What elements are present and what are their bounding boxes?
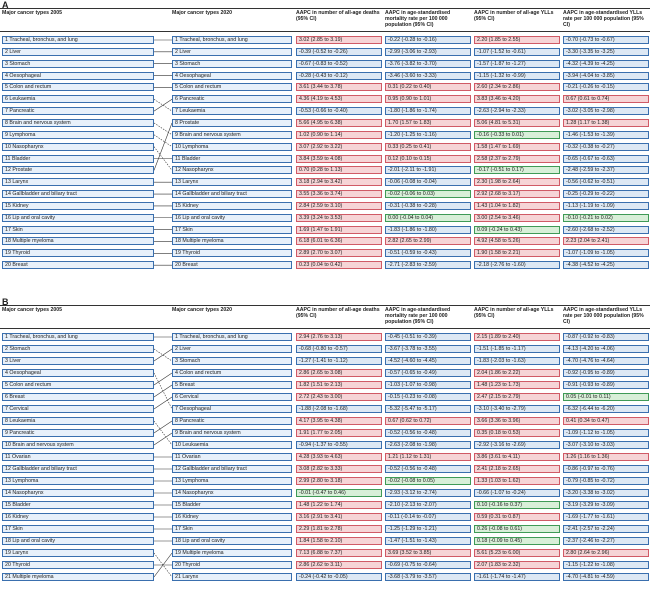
aapc-value-cell: 1.48 (1.22 to 1.74) bbox=[296, 501, 382, 509]
aapc-value-cell: -0.45 (-0.51 to -0.39) bbox=[385, 333, 471, 341]
header-mortality-rate: AAPC in age-standardised mortality rate per 100 000 population (95% CI) bbox=[385, 307, 451, 326]
cancer-2020-row: 14 Nasopharynx bbox=[172, 489, 292, 497]
aapc-value-cell: -0.39 (-0.52 to -0.26) bbox=[296, 48, 382, 56]
cancer-2020-row: 1 Tracheal, bronchus, and lung bbox=[172, 333, 292, 341]
aapc-value-cell: 3.00 (2.54 to 3.46) bbox=[474, 214, 560, 222]
aapc-value-cell: 4.17 (3.95 to 4.38) bbox=[296, 417, 382, 425]
aapc-value-cell: -2.63 (-2.08 to -1.98) bbox=[385, 441, 471, 449]
aapc-value-cell: 2.29 (1.81 to 2.78) bbox=[296, 525, 382, 533]
aapc-value-cell: -0.67 (-0.83 to -0.52) bbox=[296, 60, 382, 68]
aapc-value-cell: 0.67 (0.62 to 0.72) bbox=[385, 417, 471, 425]
cancer-2005-row: 3 Stomach bbox=[2, 60, 154, 68]
cancer-2020-row: 11 Ovarian bbox=[172, 453, 292, 461]
cancer-2005-row: 11 Bladder bbox=[2, 155, 154, 163]
aapc-value-cell: 2.82 (2.65 to 2.99) bbox=[385, 237, 471, 245]
aapc-value-cell: -0.02 (-0.08 to 0.05) bbox=[385, 477, 471, 485]
aapc-value-cell: 2.04 (1.86 to 2.22) bbox=[474, 369, 560, 377]
cancer-2005-row: 5 Colon and rectum bbox=[2, 381, 154, 389]
rank-connector-line bbox=[154, 433, 172, 445]
aapc-value-cell: 3.39 (3.24 to 3.53) bbox=[296, 214, 382, 222]
aapc-value-cell: 2.86 (2.62 to 3.11) bbox=[296, 561, 382, 569]
aapc-value-cell: -0.70 (-0.73 to -0.67) bbox=[563, 36, 649, 44]
cancer-2005-row: 7 Cervical bbox=[2, 405, 154, 413]
cancer-2020-row: 4 Oesophageal bbox=[172, 72, 292, 80]
cancer-2005-row: 7 Pancreatic bbox=[2, 107, 154, 115]
header-ylls: AAPC in number of all-age YLLs (95% CI) bbox=[474, 307, 554, 320]
cancer-2005-row: 9 Lymphoma bbox=[2, 131, 154, 139]
cancer-2005-row: 10 Brain and nervous system bbox=[2, 441, 154, 449]
aapc-value-cell: 3.86 (3.61 to 4.11) bbox=[474, 453, 560, 461]
aapc-value-cell: -1.88 (-2.08 to -1.68) bbox=[296, 405, 382, 413]
aapc-value-cell: -1.57 (-1.87 to -1.27) bbox=[474, 60, 560, 68]
aapc-value-cell: -1.25 (-1.29 to -1.21) bbox=[385, 525, 471, 533]
aapc-value-cell: 3.84 (3.59 to 4.08) bbox=[296, 155, 382, 163]
aapc-value-cell: 1.69 (1.47 to 1.91) bbox=[296, 226, 382, 234]
cancer-2020-row: 6 Cervical bbox=[172, 393, 292, 401]
aapc-value-cell: 0.12 (0.10 to 0.15) bbox=[385, 155, 471, 163]
aapc-value-cell: -1.83 (-2.03 to -1.63) bbox=[474, 357, 560, 365]
cancer-2020-row: 20 Breast bbox=[172, 261, 292, 269]
cancer-2020-row: 2 Liver bbox=[172, 48, 292, 56]
aapc-value-cell: -1.80 (-1.86 to -1.74) bbox=[385, 107, 471, 115]
aapc-value-cell: 1.90 (1.58 to 2.21) bbox=[474, 249, 560, 257]
aapc-value-cell: -0.10 (-0.21 to 0.02) bbox=[563, 214, 649, 222]
aapc-value-cell: -0.16 (-0.33 to 0.01) bbox=[474, 131, 560, 139]
cancer-2020-row: 14 Gallbladder and biliary tract bbox=[172, 190, 292, 198]
aapc-value-cell: 0.33 (0.25 to 0.41) bbox=[385, 143, 471, 151]
aapc-value-cell: -1.27 (-1.41 to -1.12) bbox=[296, 357, 382, 365]
cancer-2020-row: 3 Stomach bbox=[172, 357, 292, 365]
aapc-value-cell: -1.46 (-1.53 to -1.39) bbox=[563, 131, 649, 139]
cancer-2005-row: 16 Lip and oral cavity bbox=[2, 214, 154, 222]
cancer-2020-row: 8 Pancreatic bbox=[172, 417, 292, 425]
aapc-value-cell: -1.20 (-1.25 to -1.16) bbox=[385, 131, 471, 139]
aapc-value-cell: -0.25 (-0.29 to -0.22) bbox=[563, 190, 649, 198]
aapc-value-cell: 0.18 (-0.09 to 0.45) bbox=[474, 537, 560, 545]
aapc-value-cell: -3.07 (-3.10 to -3.03) bbox=[563, 441, 649, 449]
panel-label: A bbox=[2, 0, 9, 10]
rank-connector-line bbox=[154, 421, 172, 433]
panel-label: B bbox=[2, 297, 9, 307]
aapc-value-cell: -0.57 (-0.65 to -0.49) bbox=[385, 369, 471, 377]
aapc-value-cell: -0.91 (-0.93 to -0.89) bbox=[563, 381, 649, 389]
cancer-2005-row: 6 Breast bbox=[2, 393, 154, 401]
aapc-value-cell: -1.15 (-1.32 to -0.99) bbox=[474, 72, 560, 80]
aapc-value-cell: -2.48 (-2.59 to -2.37) bbox=[563, 166, 649, 174]
aapc-value-cell: 2.15 (1.89 to 2.40) bbox=[474, 333, 560, 341]
aapc-value-cell: 0.00 (-0.04 to 0.04) bbox=[385, 214, 471, 222]
header-2005: Major cancer types 2005 bbox=[2, 10, 62, 16]
aapc-value-cell: 4.28 (3.93 to 4.63) bbox=[296, 453, 382, 461]
cancer-2020-row: 19 Multiple myeloma bbox=[172, 549, 292, 557]
cancer-2005-row: 1 Tracheal, bronchus, and lung bbox=[2, 36, 154, 44]
cancer-2020-row: 16 Lip and oral cavity bbox=[172, 214, 292, 222]
aapc-value-cell: 2.20 (1.85 to 2.55) bbox=[474, 36, 560, 44]
cancer-2005-row: 19 Larynx bbox=[2, 549, 154, 557]
aapc-value-cell: 5.61 (5.23 to 6.00) bbox=[474, 549, 560, 557]
aapc-value-cell: -0.21 (-0.26 to -0.15) bbox=[563, 83, 649, 91]
aapc-value-cell: 1.58 (1.47 to 1.69) bbox=[474, 143, 560, 151]
aapc-value-cell: 3.07 (2.92 to 3.22) bbox=[296, 143, 382, 151]
cancer-2020-row: 6 Pancreatic bbox=[172, 95, 292, 103]
cancer-2020-row: 3 Stomach bbox=[172, 60, 292, 68]
aapc-value-cell: -0.87 (-0.92 to -0.83) bbox=[563, 333, 649, 341]
cancer-2005-row: 2 Stomach bbox=[2, 345, 154, 353]
aapc-value-cell: 2.99 (2.80 to 3.18) bbox=[296, 477, 382, 485]
aapc-value-cell: 4.92 (4.58 to 5.26) bbox=[474, 237, 560, 245]
aapc-value-cell: 1.91 (1.77 to 2.05) bbox=[296, 429, 382, 437]
aapc-value-cell: 3.66 (3.36 to 3.96) bbox=[474, 417, 560, 425]
aapc-value-cell: -0.17 (-0.51 to 0.17) bbox=[474, 166, 560, 174]
cancer-2020-row: 13 Larynx bbox=[172, 178, 292, 186]
aapc-value-cell: 0.31 (0.22 to 0.40) bbox=[385, 83, 471, 91]
cancer-2020-row: 15 Bladder bbox=[172, 501, 292, 509]
aapc-value-cell: -0.31 (-0.38 to -0.28) bbox=[385, 202, 471, 210]
aapc-value-cell: 2.86 (2.65 to 3.08) bbox=[296, 369, 382, 377]
aapc-value-cell: 7.13 (6.88 to 7.37) bbox=[296, 549, 382, 557]
aapc-value-cell: -0.11 (-0.14 to -0.07) bbox=[385, 513, 471, 521]
cancer-2020-row: 5 Breast bbox=[172, 381, 292, 389]
cancer-2020-row: 16 Kidney bbox=[172, 513, 292, 521]
cancer-2005-row: 5 Colon and rectum bbox=[2, 83, 154, 91]
aapc-value-cell: -1.69 (-1.77 to -1.61) bbox=[563, 513, 649, 521]
aapc-value-cell: -1.07 (-1.52 to -0.61) bbox=[474, 48, 560, 56]
aapc-value-cell: -0.65 (-0.67 to -0.63) bbox=[563, 155, 649, 163]
cancer-2020-row: 7 Oesophageal bbox=[172, 405, 292, 413]
cancer-2005-row: 11 Ovarian bbox=[2, 453, 154, 461]
cancer-2005-row: 18 Lip and oral cavity bbox=[2, 537, 154, 545]
aapc-value-cell: 0.05 (-0.01 to 0.11) bbox=[563, 393, 649, 401]
aapc-value-cell: -0.22 (-0.28 to -0.16) bbox=[385, 36, 471, 44]
aapc-value-cell: -4.70 (-4.81 to -4.59) bbox=[563, 573, 649, 581]
aapc-value-cell: 3.02 (2.85 to 3.19) bbox=[296, 36, 382, 44]
aapc-value-cell: -2.63 (-2.94 to -2.33) bbox=[474, 107, 560, 115]
aapc-value-cell: 3.16 (2.91 to 3.41) bbox=[296, 513, 382, 521]
aapc-value-cell: 1.70 (1.57 to 1.83) bbox=[385, 119, 471, 127]
aapc-value-cell: -2.93 (-3.12 to -2.74) bbox=[385, 489, 471, 497]
cancer-2020-row: 12 Nasopharynx bbox=[172, 166, 292, 174]
aapc-value-cell: 0.70 (0.28 to 1.13) bbox=[296, 166, 382, 174]
cancer-2005-row: 13 Lymphoma bbox=[2, 477, 154, 485]
header-2020: Major cancer types 2020 bbox=[172, 307, 232, 313]
cancer-2005-row: 4 Oesophageal bbox=[2, 72, 154, 80]
cancer-2005-row: 14 Nasopharynx bbox=[2, 489, 154, 497]
aapc-value-cell: 2.84 (2.59 to 3.10) bbox=[296, 202, 382, 210]
aapc-value-cell: 2.58 (2.37 to 2.79) bbox=[474, 155, 560, 163]
cancer-2005-row: 10 Nasopharynx bbox=[2, 143, 154, 151]
aapc-value-cell: 2.94 (2.76 to 3.13) bbox=[296, 333, 382, 341]
aapc-value-cell: -3.02 (-3.05 to -2.98) bbox=[563, 107, 649, 115]
header-ylls-rate: AAPC in age-standardised YLLs rate per 100 000 population (95% CI) bbox=[563, 307, 644, 326]
cancer-2005-row: 20 Thyroid bbox=[2, 561, 154, 569]
aapc-value-cell: -2.18 (-2.76 to -1.60) bbox=[474, 261, 560, 269]
aapc-value-cell: -0.01 (-0.47 to 0.46) bbox=[296, 489, 382, 497]
rank-connector-line bbox=[154, 385, 172, 397]
aapc-value-cell: 0.09 (-0.24 to 0.43) bbox=[474, 226, 560, 234]
cancer-2020-row: 8 Prostate bbox=[172, 119, 292, 127]
cancer-2020-row: 20 Thyroid bbox=[172, 561, 292, 569]
aapc-value-cell: 5.66 (4.95 to 6.38) bbox=[296, 119, 382, 127]
header-ylls-rate: AAPC in age-standardised YLLs rate per 100 000 population (95% CI) bbox=[563, 10, 644, 29]
cancer-2020-row: 17 Skin bbox=[172, 525, 292, 533]
cancer-2005-row: 18 Multiple myeloma bbox=[2, 237, 154, 245]
aapc-value-cell: -0.51 (-0.59 to -0.43) bbox=[385, 249, 471, 257]
aapc-value-cell: -0.06 (-0.08 to -0.04) bbox=[385, 178, 471, 186]
aapc-value-cell: 2.30 (1.98 to 2.64) bbox=[474, 178, 560, 186]
aapc-value-cell: -4.13 (-4.20 to -4.06) bbox=[563, 345, 649, 353]
rank-connector-line bbox=[154, 123, 172, 135]
aapc-value-cell: -0.52 (-0.56 to -0.48) bbox=[385, 429, 471, 437]
aapc-value-cell: -0.56 (-0.62 to -0.51) bbox=[563, 178, 649, 186]
cancer-2005-row: 21 Multiple myeloma bbox=[2, 573, 154, 581]
aapc-value-cell: -1.61 (-1.74 to -1.47) bbox=[474, 573, 560, 581]
aapc-value-cell: 3.08 (2.82 to 3.33) bbox=[296, 465, 382, 473]
aapc-value-cell: 0.10 (-0.16 to 0.37) bbox=[474, 501, 560, 509]
cancer-2005-row: 9 Pancreatic bbox=[2, 429, 154, 437]
aapc-value-cell: 3.61 (3.44 to 3.78) bbox=[296, 83, 382, 91]
aapc-value-cell: 2.47 (2.15 to 2.79) bbox=[474, 393, 560, 401]
rank-connector-line bbox=[154, 421, 172, 445]
aapc-value-cell: -3.30 (-3.35 to -3.25) bbox=[563, 48, 649, 56]
aapc-value-cell: -3.46 (-3.60 to -3.33) bbox=[385, 72, 471, 80]
aapc-value-cell: -3.67 (-3.78 to -3.55) bbox=[385, 345, 471, 353]
cancer-2020-row: 1 Tracheal, bronchus, and lung bbox=[172, 36, 292, 44]
header-mortality-rate: AAPC in age-standardised mortality rate per 100 000 population (95% CI) bbox=[385, 10, 451, 29]
aapc-value-cell: -1.03 (-1.07 to -0.98) bbox=[385, 381, 471, 389]
aapc-value-cell: 1.02 (0.90 to 1.14) bbox=[296, 131, 382, 139]
cancer-2020-row: 5 Colon and rectum bbox=[172, 83, 292, 91]
aapc-value-cell: -0.28 (-0.43 to -0.12) bbox=[296, 72, 382, 80]
aapc-value-cell: -3.76 (-3.82 to -3.70) bbox=[385, 60, 471, 68]
cancer-2005-row: 14 Gallbladder and biliary tract bbox=[2, 190, 154, 198]
cancer-2020-row: 15 Kidney bbox=[172, 202, 292, 210]
header-deaths: AAPC in number of all-age deaths (95% CI) bbox=[296, 307, 380, 320]
aapc-value-cell: -0.66 (-1.07 to -0.24) bbox=[474, 489, 560, 497]
cancer-2005-row: 17 Skin bbox=[2, 525, 154, 533]
aapc-value-cell: -3.10 (-3.40 to -2.79) bbox=[474, 405, 560, 413]
aapc-value-cell: 2.60 (2.34 to 2.86) bbox=[474, 83, 560, 91]
aapc-value-cell: -6.32 (-6.44 to -6.20) bbox=[563, 405, 649, 413]
aapc-value-cell: 3.18 (2.94 to 3.42) bbox=[296, 178, 382, 186]
cancer-2020-row: 4 Colon and rectum bbox=[172, 369, 292, 377]
aapc-value-cell: -2.92 (-3.16 to -2.69) bbox=[474, 441, 560, 449]
aapc-value-cell: 2.41 (2.18 to 2.65) bbox=[474, 465, 560, 473]
aapc-value-cell: 0.23 (0.04 to 0.42) bbox=[296, 261, 382, 269]
cancer-2020-row: 18 Multiple myeloma bbox=[172, 237, 292, 245]
aapc-value-cell: 0.67 (0.61 to 0.74) bbox=[563, 95, 649, 103]
aapc-value-cell: 1.48 (1.23 to 1.73) bbox=[474, 381, 560, 389]
cancer-2020-row: 2 Liver bbox=[172, 345, 292, 353]
aapc-value-cell: -3.19 (-3.29 to -3.09) bbox=[563, 501, 649, 509]
aapc-value-cell: -2.71 (-2.83 to -2.59) bbox=[385, 261, 471, 269]
cancer-2005-row: 20 Breast bbox=[2, 261, 154, 269]
cancer-2005-row: 6 Leukaemia bbox=[2, 95, 154, 103]
aapc-value-cell: -4.52 (-4.60 to -4.45) bbox=[385, 357, 471, 365]
aapc-value-cell: -1.51 (-1.85 to -1.17) bbox=[474, 345, 560, 353]
rank-connector-line bbox=[154, 135, 172, 147]
aapc-value-cell: -2.37 (-2.46 to -2.27) bbox=[563, 537, 649, 545]
cancer-2005-row: 19 Thyroid bbox=[2, 249, 154, 257]
cancer-2020-row: 13 Lymphoma bbox=[172, 477, 292, 485]
aapc-value-cell: 2.07 (1.83 to 2.32) bbox=[474, 561, 560, 569]
cancer-2005-row: 4 Oesophageal bbox=[2, 369, 154, 377]
header-2020: Major cancer types 2020 bbox=[172, 10, 232, 16]
aapc-value-cell: 1.21 (1.12 to 1.31) bbox=[385, 453, 471, 461]
aapc-value-cell: -1.07 (-1.09 to -1.05) bbox=[563, 249, 649, 257]
aapc-value-cell: -0.52 (-0.56 to -0.48) bbox=[385, 465, 471, 473]
aapc-value-cell: -1.83 (-1.86 to -1.80) bbox=[385, 226, 471, 234]
aapc-value-cell: 1.84 (1.58 to 2.10) bbox=[296, 537, 382, 545]
cancer-2020-row: 17 Skin bbox=[172, 226, 292, 234]
cancer-2020-row: 18 Lip and oral cavity bbox=[172, 537, 292, 545]
cancer-2005-row: 17 Skin bbox=[2, 226, 154, 234]
aapc-value-cell: 0.59 (0.31 to 0.87) bbox=[474, 513, 560, 521]
aapc-value-cell: -2.60 (-2.68 to -2.52) bbox=[563, 226, 649, 234]
header-ylls: AAPC in number of all-age YLLs (95% CI) bbox=[474, 10, 554, 23]
aapc-value-cell: -0.92 (-0.95 to -0.89) bbox=[563, 369, 649, 377]
panel-a bbox=[0, 0, 650, 290]
aapc-value-cell: -1.47 (-1.51 to -1.43) bbox=[385, 537, 471, 545]
cancer-2020-row: 12 Gallbladder and biliary tract bbox=[172, 465, 292, 473]
cancer-2005-row: 15 Bladder bbox=[2, 501, 154, 509]
aapc-value-cell: 5.06 (4.81 to 5.31) bbox=[474, 119, 560, 127]
aapc-value-cell: -1.13 (-1.19 to -1.09) bbox=[563, 202, 649, 210]
cancer-2020-row: 7 Leukaemia bbox=[172, 107, 292, 115]
aapc-value-cell: 1.43 (1.04 to 1.82) bbox=[474, 202, 560, 210]
aapc-value-cell: 1.26 (1.16 to 1.36) bbox=[563, 453, 649, 461]
aapc-value-cell: -0.69 (-0.75 to -0.64) bbox=[385, 561, 471, 569]
header-deaths: AAPC in number of all-age deaths (95% CI) bbox=[296, 10, 380, 23]
aapc-value-cell: 2.80 (2.64 to 2.96) bbox=[563, 549, 649, 557]
aapc-value-cell: -4.38 (-4.52 to -4.25) bbox=[563, 261, 649, 269]
aapc-value-cell: -3.68 (-3.79 to -3.57) bbox=[385, 573, 471, 581]
cancer-2005-row: 13 Larynx bbox=[2, 178, 154, 186]
aapc-value-cell: -3.94 (-4.04 to -3.85) bbox=[563, 72, 649, 80]
cancer-2020-row: 9 Brain and nervous system bbox=[172, 131, 292, 139]
aapc-value-cell: 4.36 (4.19 to 4.53) bbox=[296, 95, 382, 103]
aapc-value-cell: 0.41 (0.34 to 0.47) bbox=[563, 417, 649, 425]
aapc-value-cell: -1.09 (-1.12 to -1.05) bbox=[563, 429, 649, 437]
aapc-value-cell: -5.32 (-5.47 to -5.17) bbox=[385, 405, 471, 413]
cancer-2005-row: 2 Liver bbox=[2, 48, 154, 56]
aapc-value-cell: 1.82 (1.51 to 2.13) bbox=[296, 381, 382, 389]
cancer-2005-row: 3 Liver bbox=[2, 357, 154, 365]
cancer-2005-row: 12 Gallbladder and biliary tract bbox=[2, 465, 154, 473]
aapc-value-cell: 6.18 (6.01 to 6.36) bbox=[296, 237, 382, 245]
aapc-value-cell: -0.53 (-0.66 to -0.40) bbox=[296, 107, 382, 115]
aapc-value-cell: 3.83 (3.46 to 4.20) bbox=[474, 95, 560, 103]
aapc-value-cell: -0.15 (-0.23 to -0.08) bbox=[385, 393, 471, 401]
aapc-value-cell: -2.99 (-3.06 to -2.93) bbox=[385, 48, 471, 56]
cancer-2020-row: 19 Thyroid bbox=[172, 249, 292, 257]
aapc-value-cell: -0.79 (-0.85 to -0.72) bbox=[563, 477, 649, 485]
aapc-value-cell: 3.55 (3.36 to 3.74) bbox=[296, 190, 382, 198]
aapc-value-cell: -0.24 (-0.42 to -0.05) bbox=[296, 573, 382, 581]
cancer-2005-row: 8 Leukaemia bbox=[2, 417, 154, 425]
aapc-value-cell: 2.92 (2.68 to 3.17) bbox=[474, 190, 560, 198]
aapc-value-cell: -0.94 (-1.37 to -0.55) bbox=[296, 441, 382, 449]
rank-connector-line bbox=[154, 123, 172, 170]
aapc-value-cell: -3.20 (-3.38 to -3.02) bbox=[563, 489, 649, 497]
cancer-2020-row: 9 Brain and nervous system bbox=[172, 429, 292, 437]
aapc-value-cell: -4.70 (-4.76 to -4.64) bbox=[563, 357, 649, 365]
aapc-value-cell: -0.68 (-0.80 to -0.57) bbox=[296, 345, 382, 353]
aapc-value-cell: 2.23 (2.04 to 2.41) bbox=[563, 237, 649, 245]
aapc-value-cell: 1.28 (1.17 to 1.38) bbox=[563, 119, 649, 127]
cancer-2005-row: 1 Tracheal, bronchus, and lung bbox=[2, 333, 154, 341]
aapc-value-cell: 3.69 (3.52 to 3.85) bbox=[385, 549, 471, 557]
aapc-value-cell: 2.89 (2.70 to 3.07) bbox=[296, 249, 382, 257]
aapc-value-cell: 0.26 (-0.08 to 0.61) bbox=[474, 525, 560, 533]
aapc-value-cell: -0.32 (-0.38 to -0.27) bbox=[563, 143, 649, 151]
aapc-value-cell: -4.32 (-4.39 to -4.25) bbox=[563, 60, 649, 68]
cancer-2020-row: 10 Leukaemia bbox=[172, 441, 292, 449]
aapc-value-cell: 0.95 (0.90 to 1.01) bbox=[385, 95, 471, 103]
aapc-value-cell: -0.02 (-0.06 to 0.03) bbox=[385, 190, 471, 198]
aapc-value-cell: -0.86 (-0.97 to -0.76) bbox=[563, 465, 649, 473]
aapc-value-cell: -1.15 (-1.22 to -1.08) bbox=[563, 561, 649, 569]
cancer-2005-row: 8 Brain and nervous system bbox=[2, 119, 154, 127]
cancer-2020-row: 11 Bladder bbox=[172, 155, 292, 163]
header-2005: Major cancer types 2005 bbox=[2, 307, 62, 313]
aapc-value-cell: -2.01 (-2.11 to -1.91) bbox=[385, 166, 471, 174]
aapc-value-cell: 0.35 (0.18 to 0.53) bbox=[474, 429, 560, 437]
cancer-2005-row: 12 Prostate bbox=[2, 166, 154, 174]
cancer-2020-row: 21 Larynx bbox=[172, 573, 292, 581]
panel-b bbox=[0, 297, 650, 602]
cancer-2005-row: 15 Kidney bbox=[2, 202, 154, 210]
cancer-2005-row: 16 Kidney bbox=[2, 513, 154, 521]
aapc-value-cell: -2.10 (-2.13 to -2.07) bbox=[385, 501, 471, 509]
cancer-2020-row: 10 Lymphoma bbox=[172, 143, 292, 151]
aapc-value-cell: 2.72 (2.43 to 3.00) bbox=[296, 393, 382, 401]
aapc-value-cell: 1.33 (1.03 to 1.62) bbox=[474, 477, 560, 485]
aapc-value-cell: -2.41 (-2.57 to -2.24) bbox=[563, 525, 649, 533]
